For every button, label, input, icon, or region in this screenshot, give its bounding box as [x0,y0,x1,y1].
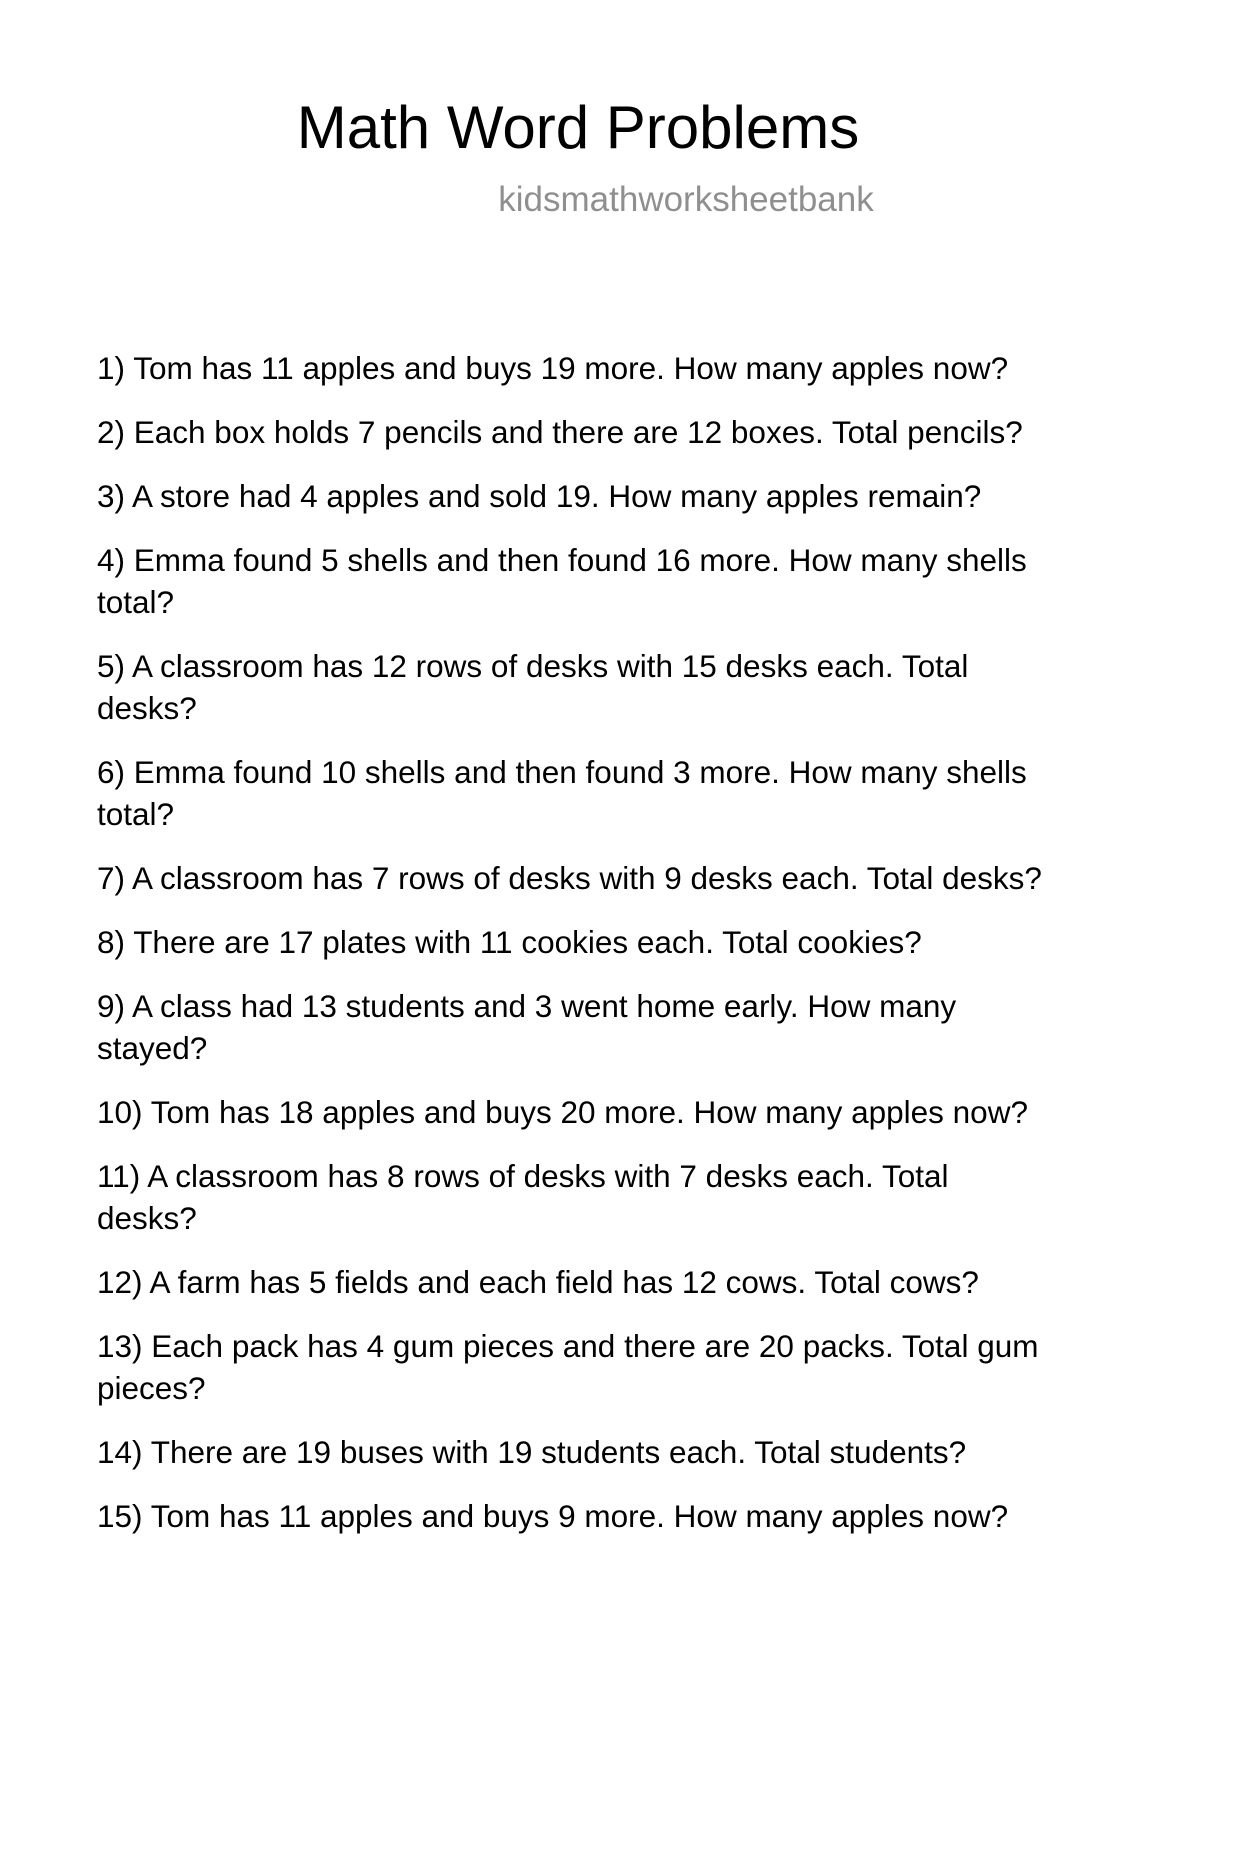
problem-item: 6) Emma found 10 shells and then found 3 more. How many shells total? [97,754,1027,832]
worksheet-brand: kidsmathworksheetbank [498,180,874,219]
problem-item: 8) There are 17 plates with 11 cookies each. Total cookies? [97,924,922,960]
problem-item: 7) A classroom has 7 rows of desks with 9 desks each. Total desks? [97,860,1042,896]
problem-item: 10) Tom has 18 apples and buys 20 more. How many apples now? [97,1094,1028,1130]
problem-item: 9) A class had 13 students and 3 went home early. How many stayed? [97,988,957,1066]
problem-item: 1) Tom has 11 apples and buys 19 more. How many apples now? [97,350,1009,386]
worksheet-title: Math Word Problems [296,94,860,161]
problem-item: 3) A store had 4 apples and sold 19. How many apples remain? [97,478,982,514]
problem-item: 5) A classroom has 12 rows of desks with 15 desks each. Total desks? [97,648,969,726]
problem-item: 13) Each pack has 4 gum pieces and there are 20 packs. Total gum pieces? [97,1328,1039,1406]
problems-list [97,347,1045,1537]
problem-item: 15) Tom has 11 apples and buys 9 more. How many apples now? [97,1498,1009,1534]
worksheet-page [0,96,1240,1850]
problem-item: 2) Each box holds 7 pencils and there are 12 boxes. Total pencils? [97,414,1023,450]
problem-item: 12) A farm has 5 fields and each field has 12 cows. Total cows? [97,1264,979,1300]
problem-item: 14) There are 19 buses with 19 students each. Total students? [97,1434,967,1470]
problem-item: 4) Emma found 5 shells and then found 16 more. How many shells total? [97,542,1027,620]
problem-item: 11) A classroom has 8 rows of desks with 7 desks each. Total desks? [97,1158,949,1236]
